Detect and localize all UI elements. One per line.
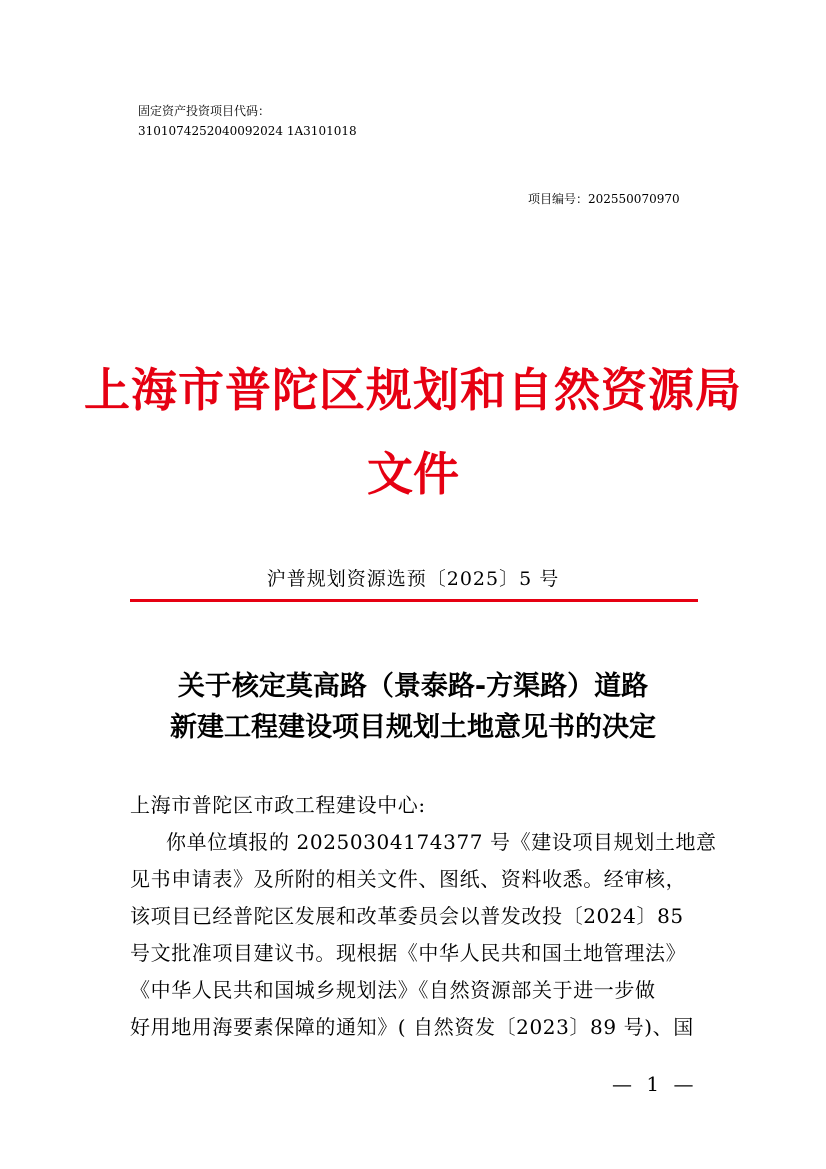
document-title-line-2: 新建工程建设项目规划土地意见书的决定 [170, 712, 656, 743]
investment-code-value: 3101074252040092024 1A3101018 [138, 124, 357, 138]
red-divider-line [130, 599, 698, 602]
document-number: 沪普规划资源选预〔2025〕5 号 [266, 568, 560, 590]
document-title-line-1: 关于核定莫高路（景泰路-方渠路）道路 [177, 671, 649, 702]
project-number: 项目编号：202550070970 [528, 192, 680, 206]
body-line: 见书申请表》及所附的相关文件、图纸、资料收悉。经审核， [130, 867, 687, 891]
body-line: 该项目已经普陀区发展和改革委员会以普发改投〔2024〕85 [130, 904, 684, 928]
document-type: 文件 [367, 447, 459, 501]
body-line: 《中华人民共和国城乡规划法》《自然资源部关于进一步做 [130, 978, 656, 1002]
investment-code-label: 固定资产投资项目代码： [138, 104, 271, 118]
body-line: 好用地用海要素保障的通知》( 自然资发〔2023〕89 号)、国 [130, 1015, 694, 1039]
page-number: — 1 — [612, 1072, 698, 1096]
salutation: 上海市普陀区市政工程建设中心: [130, 793, 426, 817]
body-line: 号文批准项目建议书。现根据《中华人民共和国土地管理法》 [130, 941, 687, 965]
agency-masthead: 上海市普陀区规划和自然资源局 [84, 363, 742, 417]
body-line: 你单位填报的 20250304174377 号《建设项目规划土地意 [166, 830, 717, 854]
